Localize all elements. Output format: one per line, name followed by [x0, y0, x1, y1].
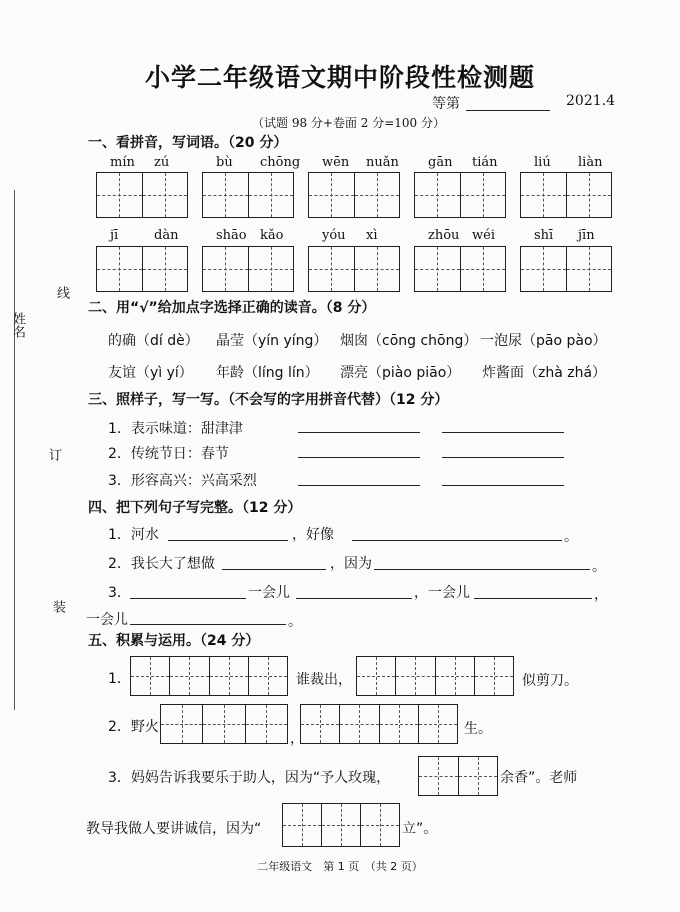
binding-line [14, 190, 15, 710]
reading-item[interactable]: 的确（dí dè） [108, 333, 199, 349]
answer-blank[interactable] [168, 540, 288, 541]
answer-blank[interactable] [298, 457, 420, 458]
answer-blank[interactable] [374, 569, 590, 570]
page-footer: 二年级语文 第 1 页 （共 2 页） [257, 860, 423, 873]
writing-grid[interactable] [356, 656, 514, 696]
writing-grid[interactable] [308, 172, 400, 218]
proverb-text: 立”。 [402, 821, 438, 837]
sentence-prompt: 1．河水 [108, 527, 159, 543]
pinyin-label: shī [534, 228, 554, 243]
margin-line-label: 线 [54, 286, 69, 299]
grade-blank[interactable] [466, 110, 550, 111]
writing-grid[interactable] [414, 172, 506, 218]
section2-heading: 二、用“√”给加点字选择正确的读音。（8 分） [88, 300, 376, 316]
reading-item[interactable]: 漂亮（piào piāo） [340, 365, 461, 381]
sentence-prompt: ，一会儿 [414, 585, 470, 601]
sentence-prompt: 3． [108, 585, 131, 601]
answer-blank[interactable] [298, 485, 420, 486]
writing-grid[interactable] [308, 246, 400, 292]
pinyin-label: xì [366, 228, 378, 243]
writing-grid[interactable] [520, 172, 612, 218]
pinyin-label: zú [154, 155, 170, 170]
pinyin-label: shāo [216, 228, 247, 243]
pinyin-label: yóu [322, 228, 346, 243]
writing-grid[interactable] [414, 246, 506, 292]
pinyin-label: zhōu [428, 228, 460, 243]
poem-number: 1． [108, 671, 131, 687]
pinyin-label: wéi [472, 228, 495, 243]
writing-grid[interactable] [202, 246, 294, 292]
writing-grid[interactable] [520, 246, 612, 292]
score-note: （试题 98 分+卷面 2 分=100 分） [252, 116, 445, 130]
sentence-mark: ， [594, 587, 608, 603]
exam-date: 2021.4 [566, 93, 615, 109]
pinyin-label: jīn [578, 228, 595, 243]
pinyin-label: dàn [154, 228, 179, 243]
pinyin-label: wēn [322, 155, 350, 170]
sentence-prompt: 一会儿 [248, 585, 290, 601]
poem-comma: ， [290, 731, 304, 747]
margin-zhuang-label: 装 [50, 600, 65, 613]
answer-blank[interactable] [130, 624, 286, 625]
pinyin-label: gān [428, 155, 453, 170]
writing-grid[interactable] [160, 704, 288, 744]
answer-blank[interactable] [296, 598, 412, 599]
reading-item[interactable]: 一泡尿（pāo pào） [480, 333, 607, 349]
pinyin-label: liàn [578, 155, 603, 170]
section3-heading: 三、照样子，写一写。（不会写的字用拼音代替）（12 分） [88, 392, 449, 408]
pinyin-label: nuǎn [366, 155, 399, 170]
poem-text: 谁裁出， [296, 672, 352, 688]
answer-blank[interactable] [352, 540, 562, 541]
example-item: 3．形容高兴：兴高采烈 [108, 473, 257, 489]
section5-heading: 五、积累与运用。（24 分） [88, 633, 260, 649]
poem-text: 2．野火 [108, 719, 159, 735]
writing-grid[interactable] [300, 704, 458, 744]
pinyin-label: tián [472, 155, 498, 170]
proverb-text: 余香”。老师 [500, 770, 578, 786]
pinyin-label: chōng [260, 155, 301, 170]
proverb-text: 3．妈妈告诉我要乐于助人，因为“予人玫瑰， [108, 770, 391, 786]
answer-blank[interactable] [130, 598, 246, 599]
sentence-prompt: ，因为 [330, 556, 372, 572]
writing-grid[interactable] [418, 756, 498, 796]
margin-name-label: 姓名 [10, 312, 25, 338]
sentence-end: 。 [592, 559, 606, 575]
pinyin-label: jī [110, 228, 119, 243]
proverb-text: 教导我做人要讲诚信，因为“ [86, 821, 262, 837]
page-title: 小学二年级语文期中阶段性检测题 [144, 63, 535, 92]
answer-blank[interactable] [474, 598, 592, 599]
section1-heading: 一、看拼音，写词语。（20 分） [88, 135, 288, 151]
sentence-end: 。 [564, 529, 578, 545]
sentence-prompt: 一会儿 [86, 612, 128, 628]
reading-item[interactable]: 年龄（líng lín） [216, 365, 319, 381]
answer-blank[interactable] [298, 432, 420, 433]
grade-label: 等第 [432, 96, 460, 112]
poem-text: 生。 [464, 721, 492, 737]
sentence-prompt: 2．我长大了想做 [108, 556, 215, 572]
sentence-end: 。 [288, 614, 302, 630]
pinyin-label: mín [110, 155, 135, 170]
example-item: 2．传统节日：春节 [108, 446, 229, 462]
writing-grid[interactable] [96, 172, 188, 218]
reading-item[interactable]: 友谊（yì yí） [108, 365, 193, 381]
pinyin-label: liú [534, 155, 551, 170]
writing-grid[interactable] [130, 656, 288, 696]
answer-blank[interactable] [442, 485, 564, 486]
margin-ding-label: 订 [46, 448, 61, 461]
pinyin-label: kǎo [260, 228, 284, 243]
answer-blank[interactable] [222, 569, 326, 570]
reading-item[interactable]: 晶莹（yín yíng） [216, 333, 328, 349]
pinyin-label: bù [216, 155, 233, 170]
section4-heading: 四、把下列句子写完整。（12 分） [88, 500, 302, 516]
writing-grid[interactable] [202, 172, 294, 218]
reading-item[interactable]: 烟囱（cōng chōng） [340, 333, 478, 349]
writing-grid[interactable] [96, 246, 188, 292]
writing-grid[interactable] [282, 803, 400, 847]
reading-item[interactable]: 炸酱面（zhà zhá） [482, 365, 607, 381]
answer-blank[interactable] [442, 457, 564, 458]
sentence-prompt: ，好像 [292, 527, 334, 543]
poem-text: 似剪刀。 [522, 673, 578, 689]
answer-blank[interactable] [442, 432, 564, 433]
example-item: 1．表示味道：甜津津 [108, 421, 243, 437]
